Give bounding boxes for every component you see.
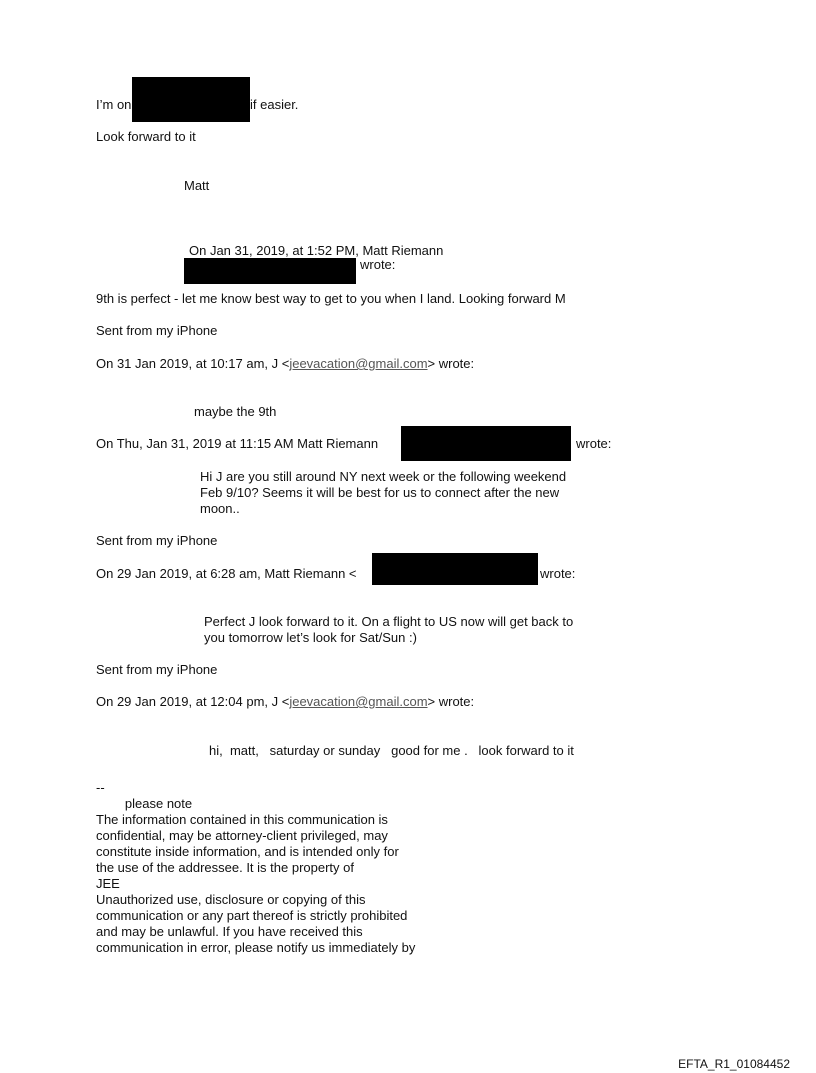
quote-header bbox=[96, 356, 474, 371]
redaction-box bbox=[132, 77, 250, 122]
body-text: if easier. bbox=[250, 97, 299, 112]
quote-header-prefix: On 31 Jan 2019, at 10:17 am, J < bbox=[96, 356, 290, 371]
redaction-box bbox=[184, 258, 356, 284]
disclaimer-line: The information contained in this communication is bbox=[96, 812, 388, 827]
quote-header: On Thu, Jan 31, 2019 at 11:15 AM Matt Riemann bbox=[96, 436, 379, 451]
disclaimer-line: JEE bbox=[96, 876, 120, 891]
body-text: Feb 9/10? Seems it will be best for us to connect after the new bbox=[200, 485, 560, 500]
body-text: maybe the 9th bbox=[194, 404, 277, 419]
sent-from-line: Sent from my iPhone bbox=[96, 533, 218, 548]
email-link[interactable]: jeevacation@gmail.com bbox=[289, 356, 428, 371]
disclaimer-dash: -- bbox=[96, 780, 105, 795]
body-text: I’m on bbox=[96, 97, 132, 112]
disclaimer-line: and may be unlawful. If you have received this bbox=[96, 924, 363, 939]
body-text: you tomorrow let’s look for Sat/Sun :) bbox=[204, 630, 417, 645]
disclaimer-line: the use of the addressee. It is the property of bbox=[96, 860, 354, 875]
quote-header-prefix: On 29 Jan 2019, at 12:04 pm, J < bbox=[96, 694, 290, 709]
disclaimer-line: communication in error, please notify us immediately by bbox=[96, 940, 416, 955]
disclaimer-line: communication or any part thereof is strictly prohibited bbox=[96, 908, 408, 923]
body-text: Perfect J look forward to it. On a flight to US now will get back to bbox=[204, 614, 574, 629]
redaction-box bbox=[372, 553, 538, 585]
disclaimer-line: please note bbox=[96, 796, 193, 811]
quote-wrote: wrote: bbox=[360, 257, 396, 272]
signature: Matt bbox=[184, 178, 210, 193]
disclaimer-line: constitute inside information, and is intended only for bbox=[96, 844, 399, 859]
quote-header bbox=[96, 694, 474, 709]
body-text: Look forward to it bbox=[96, 129, 196, 144]
email-link[interactable]: jeevacation@gmail.com bbox=[289, 694, 428, 709]
quote-wrote: wrote: bbox=[576, 436, 612, 451]
body-text: Hi J are you still around NY next week or the following weekend bbox=[200, 469, 567, 484]
disclaimer-line: confidential, may be attorney-client privileged, may bbox=[96, 828, 388, 843]
quote-wrote: wrote: bbox=[540, 566, 576, 581]
disclaimer bbox=[96, 780, 415, 956]
quote-header: On Jan 31, 2019, at 1:52 PM, Matt Riemann bbox=[189, 243, 444, 258]
sent-from-line: Sent from my iPhone bbox=[96, 323, 218, 338]
sent-from-line: Sent from my iPhone bbox=[96, 662, 218, 677]
document-id: EFTA_R1_01084452 bbox=[678, 1057, 790, 1071]
quote-header: On 29 Jan 2019, at 6:28 am, Matt Riemann < bbox=[96, 566, 357, 581]
body-text: 9th is perfect - let me know best way to get to you when I land. Looking forward M bbox=[96, 291, 566, 306]
body-text: moon.. bbox=[200, 501, 240, 516]
quote-header-suffix: > wrote: bbox=[427, 356, 475, 371]
body-text: hi, matt, saturday or sunday good for me . look forward to it bbox=[209, 743, 574, 758]
redaction-box bbox=[401, 426, 571, 461]
quote-header-suffix: > wrote: bbox=[427, 694, 475, 709]
disclaimer-line: Unauthorized use, disclosure or copying of this bbox=[96, 892, 366, 907]
